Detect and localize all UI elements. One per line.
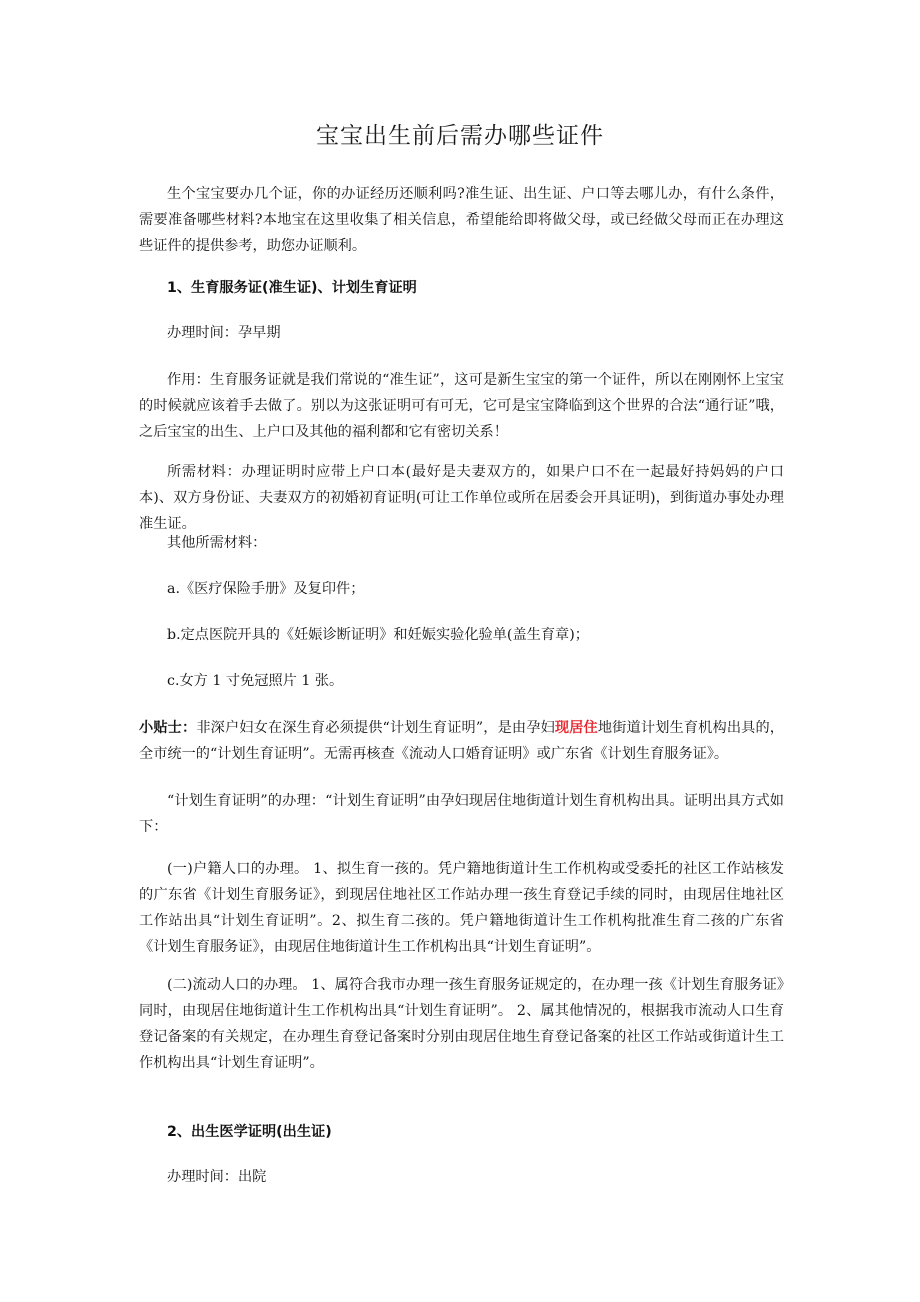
page-title: 宝宝出生前后需办哪些证件	[316, 123, 604, 149]
section1-purpose: 作用：生育服务证就是我们常说的“准生证”，这可是新生宝宝的第一个证件，所以在刚刚怀上宝宝的时候就应该着手去做了。别以为这张证明可有可无，它可是宝宝降临到这个世界的合法“通行证”哦，之后宝宝的出生、上户口及其他的福利都和它有密切关系！	[139, 372, 784, 440]
intro-paragraph: 生个宝宝要办几个证，你的办证经历还顺利吗?准生证、出生证、户口等去哪儿办，有什么条件，需要准备哪些材料?本地宝在这里收集了相关信息，希望能给即将做父母，或已经做父母而正在办理这些证件的提供参考，助您办证顺利。	[139, 186, 784, 254]
tip-text-part2: 地街道计划生育机构出具的，全市统一的“计划生育证明”。无需再核查《流动人口婚育证明》或广东省《计划生育服务证》。	[139, 720, 784, 762]
section1-materials: 所需材料：办理证明时应带上户口本(最好是夫妻双方的，如果户口不在一起最好持妈妈的户口本)、双方身份证、夫妻双方的初婚初育证明(可让工作单位或所在居委会开具证明)，到街道办事处办理准生证。	[139, 464, 784, 532]
section2-time: 办理时间：出院	[167, 1169, 267, 1185]
tip-label: 小贴士：	[139, 720, 197, 736]
section1-time: 办理时间：孕早期	[167, 325, 281, 341]
material-item-b: b.定点医院开具的《妊娠诊断证明》和妊娠实验化验单(盖生育章)；	[167, 627, 589, 643]
material-item-c: c.女方 1 寸免冠照片 1 张。	[167, 673, 344, 689]
material-item-a: a.《医疗保险手册》及复印件；	[167, 581, 365, 597]
household-registration-paragraph: (一)户籍人口的办理。 1、拟生育一孩的。凭户籍地街道计生工作机构或受委托的社区工作站核发的广东省《计划生育服务证》，到现居住地社区工作站办理一孩生育登记手续的同时，由现居住地社区工作站出具“计划生育证明”。2、拟生育二孩的。凭户籍地街道计生工作机构批准生育二孩的广东省《计划生育服务证》，由现居住地街道计生工作机构出具“计划生育证明”。	[139, 861, 784, 955]
tip-text-part1: 非深户妇女在深生育必须提供“计划生育证明”，是由孕妇	[196, 720, 555, 736]
tip-highlight: 现居住	[554, 720, 598, 736]
tip-paragraph	[139, 715, 784, 767]
section1-heading: 1、生育服务证(准生证)、计划生育证明	[167, 280, 417, 296]
section2-heading: 2、出生医学证明(出生证)	[167, 1124, 332, 1140]
floating-population-paragraph: (二)流动人口的办理。 1、属符合我市办理一孩生育服务证规定的，在办理一孩《计划生育服务证》同时，由现居住地街道计生工作机构出具“计划生育证明”。 2、属其他情况的，根据我市流动人口生育登记备案的有关规定，在办理生育登记备案时分别由现居住地生育登记备案的社区工作站或街道计生工作机构出具“计划生育证明”。	[139, 977, 784, 1071]
other-materials-label: 其他所需材料：	[167, 535, 267, 551]
certificate-process-paragraph: “计划生育证明”的办理：“计划生育证明”由孕妇现居住地街道计划生育机构出具。证明出具方式如下：	[139, 793, 784, 835]
